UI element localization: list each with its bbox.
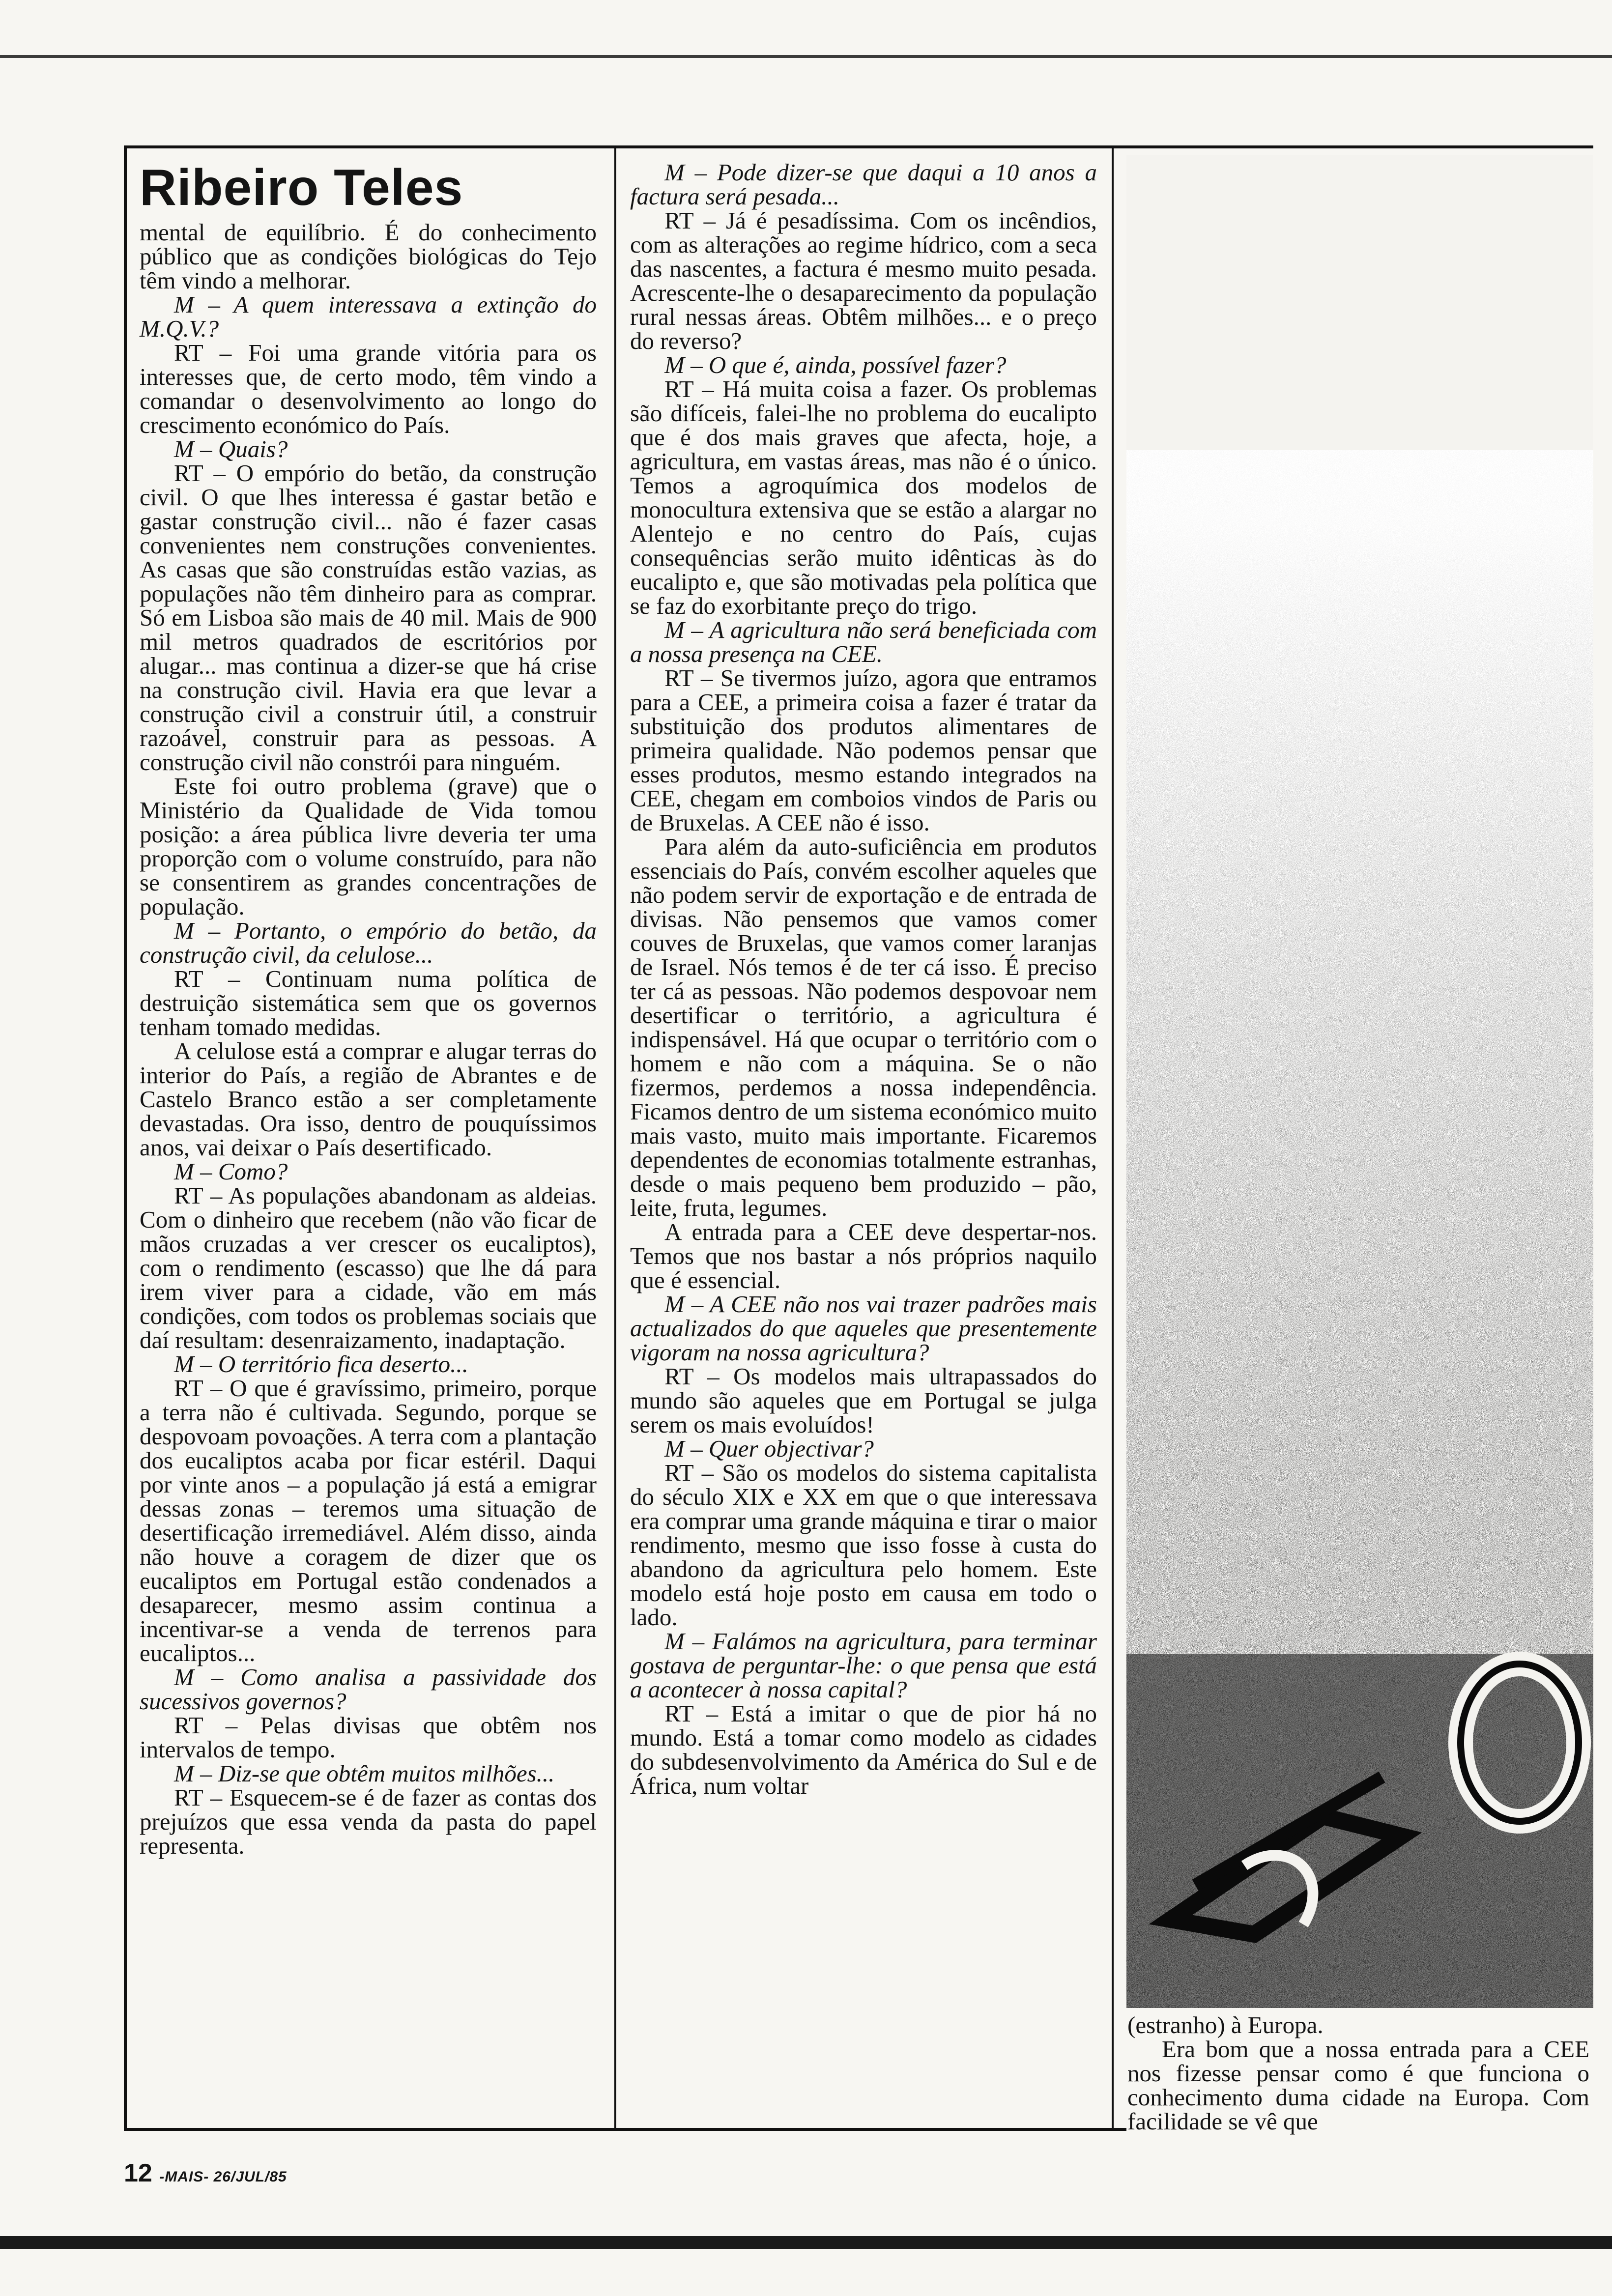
interview-paragraph: Este foi outro problema (grave) que o Ministério da Qualidade de Vida tomou posição: a área pública livre deveria ter uma proporção com o volume construído, para não se consentirem as grandes concentrações de população. [140,773,597,920]
article-title: Ribeiro Teles [140,159,463,216]
interview-question: M – A agricultura não será beneficiada com a nossa presença na CEE. [630,616,1097,667]
landscape-photo-graphic [1126,155,1593,2008]
column-2-body [630,160,1097,1798]
interview-paragraph: A entrada para a CEE deve despertar-nos. Temos que nos bastar a nós próprios naquilo que é essencial. [630,1218,1097,1293]
interview-paragraph: RT – As populações abandonam as aldeias. Com o dinheiro que recebem (não vão ficar de mãos cruzadas a ver crescer os eucaliptos), com o rendimento (escasso) que lhe dá para irem viver para a cidade, vão em más condições, com todos os problemas sociais que daí resultam: desenraizamento, inadaptação. [140,1182,597,1353]
interview-paragraph: A celulose está a comprar e alugar terras do interior do País, a região de Abrantes e de Castelo Branco estão a ser completamente devastadas. Ora isso, dentro de pouquíssimos anos, vai deixar o País desertificado. [140,1037,597,1161]
interview-question: M – O que é, ainda, possível fazer? [664,351,1007,378]
publication-line: -MAIS- 26/JUL/85 [159,2169,287,2185]
column-3-body [1127,2013,1589,2133]
article-column-3 [1127,2013,1589,2133]
interview-question: M – Quer objectivar? [664,1435,874,1462]
article-column-2 [630,160,1097,1798]
frame-rule-bottom [124,2128,1126,2131]
interview-paragraph: RT – Foi uma grande vitória para os interesses que, de certo modo, têm vindo a comandar o desenvolvimento ao longo do crescimento económico do País. [140,339,597,438]
interview-paragraph: (estranho) à Europa. [1127,2011,1324,2038]
scan-edge-bottom [0,2236,1612,2249]
interview-paragraph: RT – Está a imitar o que de pior há no mundo. Está a tomar como modelo as cidades do subdesenvolvimento da América do Sul e de África, num voltar [630,1700,1097,1799]
interview-paragraph: Para além da auto-suficiência em produtos essenciais do País, convém escolher aqueles que não podem servir de exportação e de entrada de divisas. Não pensemos que vamos comer couves de Bruxelas, que vamos comer laranjas de Israel. Nós temos é de ter cá isso. É preciso ter cá as pessoas. Não podemos despovoar nem desertificar o território, a agricultura é indispensável. Há que ocupar o território com o homem e não com a máquina. Se o não fizermos, perdemos a nossa independência. Ficamos dentro de um sistema económico muito mais vasto, muito mais importante. Ficaremos dependentes de economias totalmente estranhas, desde o mais pequeno bem produzido – pão, leite, fruta, legumes. [630,833,1097,1221]
column-separator [1112,145,1114,2131]
interview-question: M – Diz-se que obtêm muitos milhões... [174,1760,555,1787]
interview-paragraph: RT – Há muita coisa a fazer. Os problemas são difíceis, falei-lhe no problema do eucalipto que é dos mais graves que afecta, hoje, a agricultura, em vastas áreas, mas não é o único. Temos a agroquímica dos modelos de monocultura extensiva que se estão a alargar no Alentejo e no centro do País, cujas consequências serão muito idênticas às do eucalipto e, que são motivadas pela política que se faz do exorbitante preço do trigo. [630,375,1097,619]
interview-paragraph: RT – Pelas divisas que obtêm nos intervalos de tempo. [140,1712,597,1763]
interview-paragraph: mental de equilíbrio. É do conhecimento público que as condições biológicas do Tejo têm vindo a melhorar. [140,219,597,294]
interview-paragraph: RT – Se tivermos juízo, agora que entramos para a CEE, a primeira coisa a fazer é tratar da substituição dos produtos alimentares de primeira qualidade. Não podemos pensar que esses produtos, mesmo estando integrados na CEE, chegam em comboios vindos de Paris ou de Bruxelas. A CEE não é isso. [630,664,1097,836]
interview-paragraph: RT – O que é gravíssimo, primeiro, porque a terra não é cultivada. Segundo, porque se despovoam povoações. A terra com a plantação dos eucaliptos acaba por ficar estéril. Daqui por vinte anos – a população já está a emigrar dessas zonas – teremos uma situação de desertificação irremediável. Além disso, ainda não houve a coragem de dizer que os eucaliptos em Portugal estão condenados a desaparecer, mesmo assim continua a incentivar-se a venda de terrenos para eucaliptos... [140,1375,597,1666]
interview-question: M – Falámos na agricultura, para terminar gostava de perguntar-lhe: o que pensa que está a acontecer à nossa capital? [630,1628,1097,1703]
interview-paragraph: RT – São os modelos do sistema capitalista do século XIX e XX em que o que interessava era comprar uma grande máquina e tirar o maior rendimento, mesmo que isso fosse à custa do abandono da agricultura pelo homem. Este modelo está hoje posto em causa em todo o lado. [630,1459,1097,1631]
column-1-body [140,220,597,1858]
interview-paragraph: RT – O empório do betão, da construção civil. O que lhes interessa é gastar betão e gastar construção civil... não é fazer casas convenientes nem construções convenientes. As casas que são construídas estão vazias, as populações não têm dinheiro para as comprar. Só em Lisboa são mais de 40 mil. Mais de 900 mil metros quadrados de escritórios por alugar... mas continua a dizer-se que há crise na construção civil. Havia era que levar a construção civil a construir útil, a construir razoável, construir para as pessoas. A construção civil não constrói para ninguém. [140,459,597,775]
interview-question: M – Como? [174,1158,288,1185]
interview-paragraph: RT – Esquecem-se é de fazer as contas dos prejuízos que essa venda da pasta do papel representa. [140,1784,597,1859]
article-column-1 [140,145,597,1858]
interview-question: M – Quais? [174,435,288,462]
interview-question: M – A quem interessava a extinção do M.Q.V.? [140,291,597,342]
scan-edge-top [0,55,1612,58]
interview-question: M – Portanto, o empório do betão, da construção civil, da celulose... [140,917,597,968]
article-photo [1126,155,1593,2008]
article-frame [124,145,1593,2135]
page-number: 12 [124,2159,152,2187]
interview-question: M – Pode dizer-se que daqui a 10 anos a factura será pesada... [630,159,1097,210]
interview-paragraph: Era bom que a nossa entrada para a CEE nos fizesse pensar como é que funciona o conhecimento duma cidade na Europa. Com facilidade se vê que [1127,2036,1589,2135]
interview-paragraph: RT – Continuam numa política de destruição sistemática sem que os governos tenham tomado medidas. [140,965,597,1040]
interview-question: M – O território fica deserto... [174,1350,468,1378]
interview-paragraph: RT – Os modelos mais ultrapassados do mundo são aqueles que em Portugal se julga serem os mais evoluídos! [630,1363,1097,1438]
page-footer [124,2158,287,2188]
column-separator [614,145,616,2131]
interview-paragraph: RT – Já é pesadíssima. Com os incêndios, com as alterações ao regime hídrico, com a seca das nascentes, a factura é mesmo muito pesada. Acrescente-lhe o desaparecimento da população rural nessas áreas. Obtêm milhões... e o preço do reverso? [630,207,1097,354]
interview-question: M – A CEE não nos vai trazer padrões mais actualizados do que aqueles que presentemente vigoram na nossa agricultura? [630,1291,1097,1366]
interview-question: M – Como analisa a passividade dos sucessivos governos? [140,1664,597,1715]
frame-rule-left [124,145,127,2131]
